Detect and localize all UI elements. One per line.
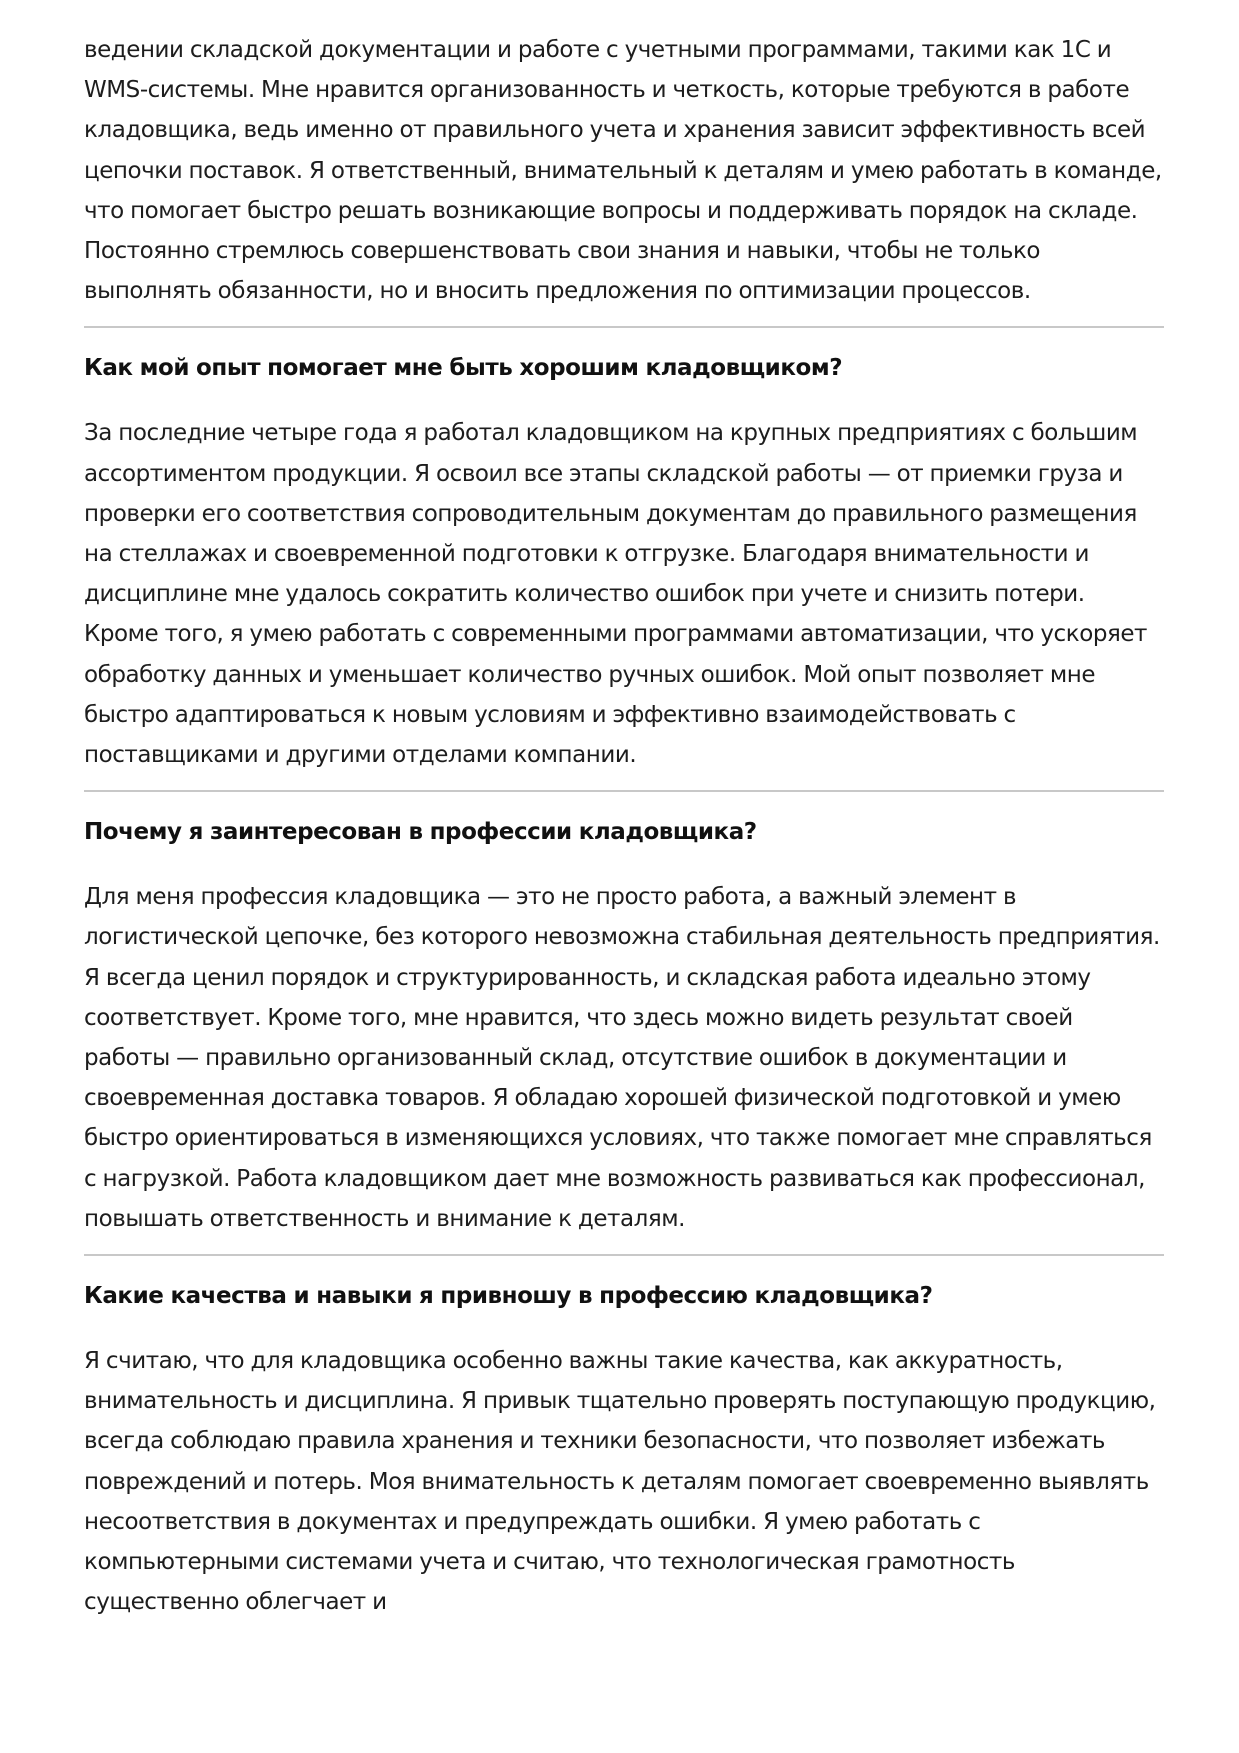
document-page — [84, 30, 1164, 1623]
section-heading: Почему я заинтересован в профессии кладовщика? — [84, 819, 757, 846]
section-paragraph: Я считаю, что для кладовщика особенно важны такие качества, как аккуратность, внимательность и дисциплина. Я привык тщательно проверять поступающую продукцию, всегда соблюдаю правила хранения и техники безопасности, что позволяет избежать повреждений и потерь. Моя внимательность к деталям помогает своевременно выявлять несоответствия в документах и предупреждать ошибки. Я умею работать с компьютерными системами учета и считаю, что технологическая грамотность существенно облегчает и — [84, 1348, 1156, 1616]
section-qualities — [84, 1276, 1164, 1622]
section-experience — [84, 348, 1164, 775]
section-interest — [84, 812, 1164, 1239]
intro-paragraph: ведении складской документации и работе с учетными программами, такими как 1С и WMS-системы. Мне нравится организованность и четкость, которые требуются в работе кладовщика, ведь именно от правильного учета и хранения зависит эффективность всей цепочки поставок. Я ответственный, внимательный к деталям и умею работать в команде, что помогает быстро решать возникающие вопросы и поддерживать порядок на складе. Постоянно стремлюсь совершенствовать свои знания и навыки, чтобы не только выполнять обязанности, но и вносить предложения по оптимизации процессов. — [84, 37, 1162, 305]
section-heading: Какие качества и навыки я привношу в профессию кладовщика? — [84, 1283, 933, 1310]
section-paragraph: Для меня профессия кладовщика — это не просто работа, а важный элемент в логистической цепочке, без которого невозможна стабильная деятельность предприятия. Я всегда ценил порядок и структурированность, и складская работа идеально этому соответствует. Кроме того, мне нравится, что здесь можно видеть результат своей работы — правильно организованный склад, отсутствие ошибок в документации и своевременная доставка товаров. Я обладаю хорошей физической подготовкой и умею быстро ориентироваться в изменяющихся условиях, что также помогает мне справляться с нагрузкой. Работа кладовщиком дает мне возможность развиваться как профессионал, повышать ответственность и внимание к деталям. — [84, 884, 1160, 1232]
section-heading: Как мой опыт помогает мне быть хорошим кладовщиком? — [84, 355, 843, 382]
section-paragraph: За последние четыре года я работал кладовщиком на крупных предприятиях с большим ассортиментом продукции. Я освоил все этапы складской работы — от приемки груза и проверки его соответствия сопроводительным документам до правильного размещения на стеллажах и своевременной подготовки к отгрузке. Благодаря внимательности и дисциплине мне удалось сократить количество ошибок при учете и снизить потери. Кроме того, я умею работать с современными программами автоматизации, что ускоряет обработку данных и уменьшает количество ручных ошибок. Мой опыт позволяет мне быстро адаптироваться к новым условиям и эффективно взаимодействовать с поставщиками и другими отделами компании. — [84, 420, 1147, 769]
